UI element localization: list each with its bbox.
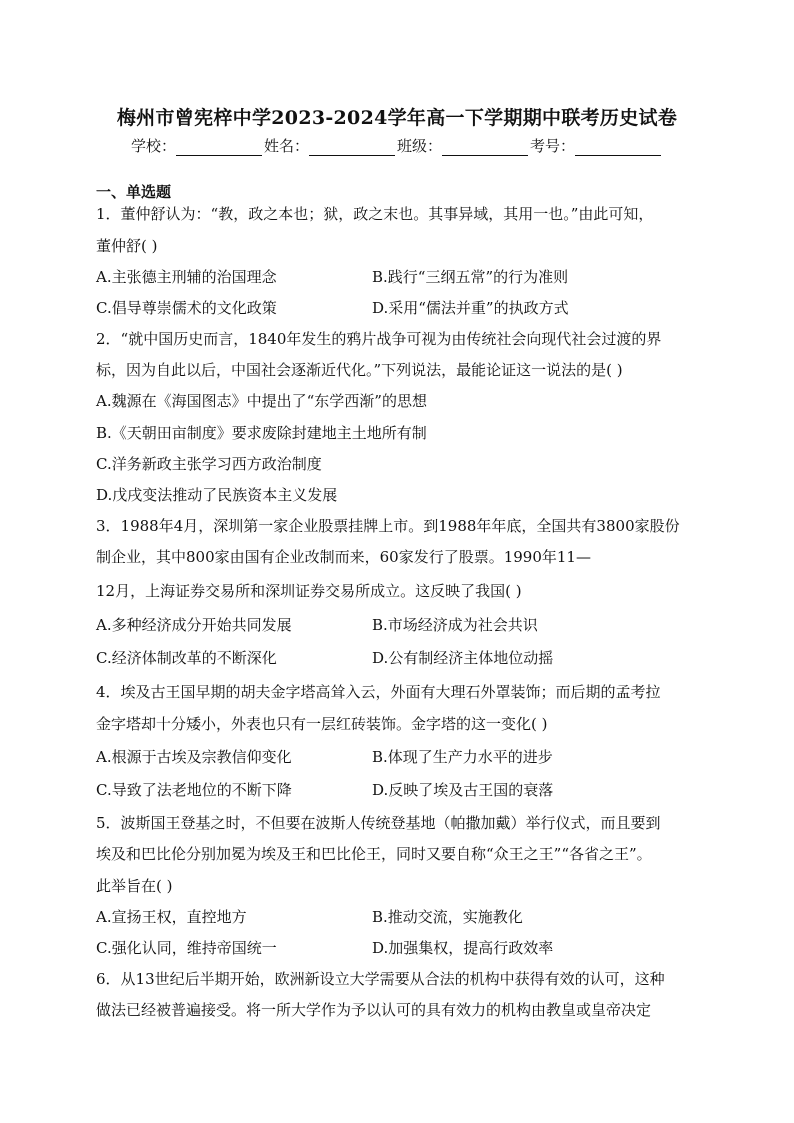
- question-1-line-2: 董仲舒( ): [96, 237, 158, 255]
- question-4-option-b: B.体现了生产力水平的进步: [372, 748, 553, 766]
- name-label: 姓名：: [263, 137, 309, 155]
- name-blank: [309, 140, 395, 156]
- question-3-option-b: B.市场经济成为社会共识: [372, 616, 538, 634]
- class-blank: [442, 140, 528, 156]
- question-5-line-2: 埃及和巴比伦分别加冕为埃及王和巴比伦王，同时又要自称“众王之王”“各省之王”。: [96, 845, 652, 863]
- question-3-line-2: 制企业，其中800家由国有企业改制而来，60家发行了股票。1990年11—: [96, 548, 591, 566]
- question-5-line-3: 此举旨在( ): [96, 877, 173, 895]
- class-label: 班级：: [397, 137, 443, 155]
- question-4-line-2: 金字塔却十分矮小，外表也只有一层红砖装饰。金字塔的这一变化( ): [96, 715, 548, 733]
- question-3-option-a: A.多种经济成分开始共同发展: [96, 616, 292, 634]
- question-2-line-2: 标，因为自此以后，中国社会逐渐近代化。”下列说法，最能论证这一说法的是( ): [96, 361, 623, 379]
- question-4-line-1: 4．埃及古王国早期的胡夫金字塔高耸入云，外面有大理石外罩装饰；而后期的孟考拉: [96, 683, 661, 701]
- school-blank: [176, 140, 262, 156]
- question-3-option-d: D.公有制经济主体地位动摇: [372, 649, 554, 667]
- question-2-option-a: A.魏源在《海国图志》中提出了“东学西渐”的思想: [96, 392, 427, 410]
- question-2-option-b: B.《天朝田亩制度》要求废除封建地主土地所有制: [96, 424, 427, 442]
- question-6-line-2: 做法已经被普遍接受。将一所大学作为予以认可的具有效力的机构由教皇或皇帝决定: [96, 1001, 652, 1019]
- question-1-option-b: B.践行“三纲五常”的行为准则: [372, 268, 569, 286]
- question-2-option-c: C.洋务新政主张学习西方政治制度: [96, 455, 322, 473]
- question-3-line-1: 3．1988年4月，深圳第一家企业股票挂牌上市。到1988年年底，全国共有3800家股份: [96, 517, 680, 535]
- exam-number-label: 考号：: [530, 137, 576, 155]
- question-1-option-c: C.倡导尊崇儒术的文化政策: [96, 299, 277, 317]
- question-3-option-c: C.经济体制改革的不断深化: [96, 649, 277, 667]
- question-4-option-c: C.导致了法老地位的不断下降: [96, 781, 292, 799]
- question-3-line-3: 12月，上海证券交易所和深圳证券交易所成立。这反映了我国( ): [96, 582, 522, 600]
- exam-title: 梅州市曾宪梓中学2023-2024学年高一下学期期中联考历史试卷: [116, 107, 678, 129]
- question-4-option-a: A.根源于古埃及宗教信仰变化: [96, 748, 292, 766]
- class-field: [397, 135, 530, 156]
- question-2-line-1: 2．“就中国历史而言，1840年发生的鸦片战争可视为由传统社会向现代社会过渡的界: [96, 330, 662, 348]
- student-info-row: [0, 135, 794, 156]
- name-field: [264, 135, 397, 156]
- question-5-option-a: A.宣扬王权，直控地方: [96, 908, 247, 926]
- question-5-option-b: B.推动交流，实施教化: [372, 908, 523, 926]
- exam-number-blank: [575, 140, 661, 156]
- question-5-option-c: C.强化认同，维持帝国统一: [96, 939, 277, 957]
- school-label: 学校：: [130, 137, 176, 155]
- question-1-line-1: 1．董仲舒认为：“教，政之本也；狱，政之末也。其事异域，其用一也。”由此可知，: [96, 205, 654, 223]
- exam-number-field: [530, 135, 663, 156]
- question-1-option-d: D.采用“儒法并重”的执政方式: [372, 299, 569, 317]
- school-field: [131, 135, 264, 156]
- question-5-line-1: 5．波斯国王登基之时，不但要在波斯人传统登基地（帕撒加戴）举行仪式，而且要到: [96, 814, 661, 832]
- question-4-option-d: D.反映了埃及古王国的衰落: [372, 781, 554, 799]
- question-2-option-d: D.戊戌变法推动了民族资本主义发展: [96, 486, 338, 504]
- section-title: 一、单选题: [96, 183, 172, 201]
- question-6-line-1: 6．从13世纪后半期开始，欧洲新设立大学需要从合法的机构中获得有效的认可，这种: [96, 970, 665, 988]
- question-1-option-a: A.主张德主刑辅的治国理念: [96, 268, 277, 286]
- question-5-option-d: D.加强集权，提高行政效率: [372, 939, 554, 957]
